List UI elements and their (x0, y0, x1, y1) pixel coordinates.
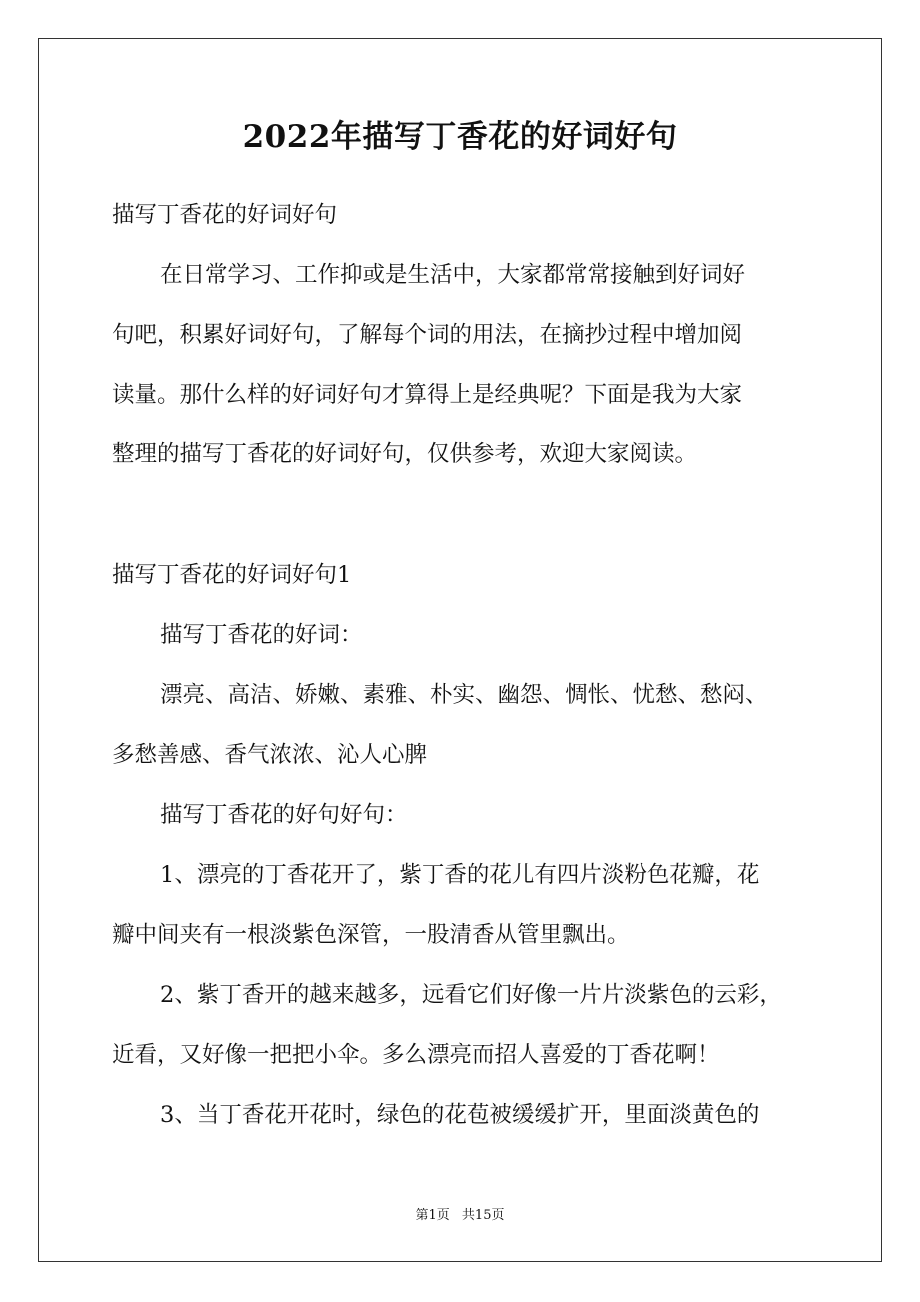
intro-paragraph-line: 在日常学习、工作抑或是生活中，大家都常常接触到好词好 (160, 262, 746, 288)
sentence-line: 2、紫丁香开的越来越多，远看它们好像一片片淡紫色的云彩， (160, 982, 782, 1008)
sentence-line: 瓣中间夹有一根淡紫色深管，一股清香从管里飘出。 (112, 922, 630, 948)
section-heading: 描写丁香花的好词好句1 (112, 562, 352, 588)
word-list-line: 漂亮、高洁、娇嫩、素雅、朴实、幽怨、惆怅、忧愁、愁闷、 (160, 682, 768, 708)
subheading-words: 描写丁香花的好词： (160, 622, 363, 648)
page-number-footer: 第1页 共15页 (415, 1208, 505, 1223)
intro-paragraph-line: 读量。那什么样的好词好句才算得上是经典呢？下面是我为大家 (112, 382, 743, 408)
intro-paragraph-line: 句吧，积累好词好句，了解每个词的用法，在摘抄过程中增加阅 (112, 322, 743, 348)
word-list-line: 多愁善感、香气浓浓、沁人心脾 (112, 742, 428, 768)
intro-heading: 描写丁香花的好词好句 (112, 202, 338, 228)
subheading-sentences: 描写丁香花的好句好句： (160, 802, 408, 828)
sentence-line: 近看，又好像一把把小伞。多么漂亮而招人喜爱的丁香花啊！ (112, 1042, 720, 1068)
sentence-line: 1、漂亮的丁香花开了，紫丁香的花儿有四片淡粉色花瓣，花 (160, 862, 760, 888)
sentence-line: 3、当丁香花开花时，绿色的花苞被缓缓扩开，里面淡黄色的 (160, 1102, 760, 1128)
document-title: 2022年描写丁香花的好词好句 (242, 119, 678, 155)
intro-paragraph-line: 整理的描写丁香花的好词好句，仅供参考，欢迎大家阅读。 (112, 441, 698, 467)
